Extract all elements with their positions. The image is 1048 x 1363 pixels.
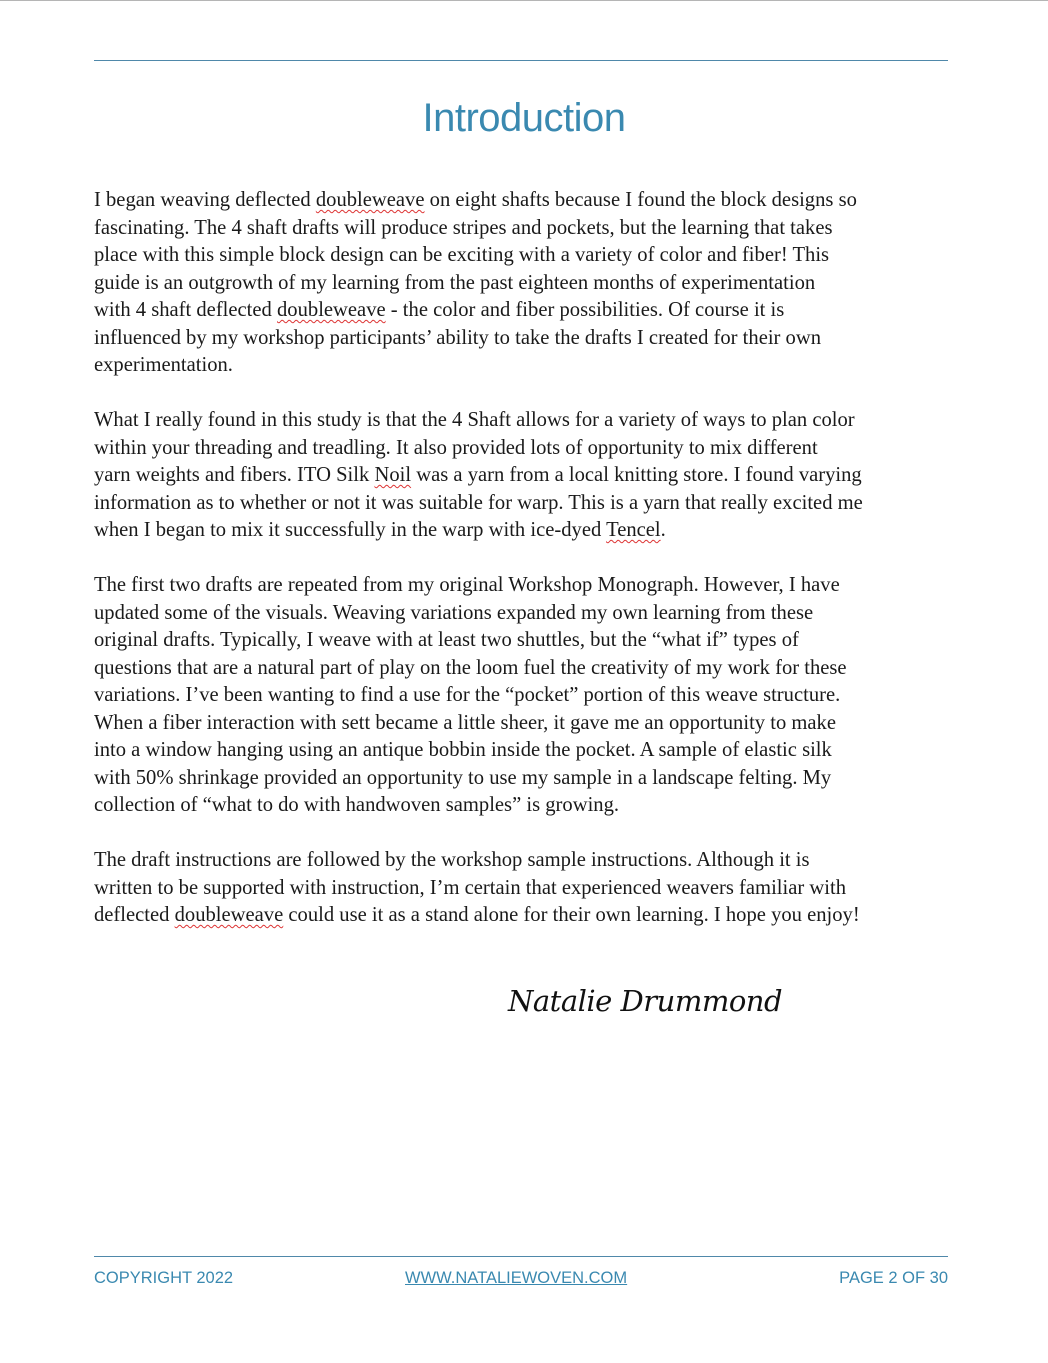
text-line: What I really found in this study is that the 4 Shaft allows for a variety of ways to plan color [94, 409, 855, 431]
footer-rule [94, 1256, 948, 1257]
text-line: deflected doubleweave could use it as a stand alone for their own learning. I hope you enjoy! [94, 904, 860, 926]
text-line: updated some of the visuals. Weaving variations expanded my own learning from these [94, 601, 814, 624]
text-line: The first two drafts are repeated from my original Workshop Monograph. However, I have [94, 574, 840, 596]
spellcheck-flagged-word[interactable]: doubleweave [277, 299, 386, 321]
paragraph [94, 847, 974, 930]
text-line: variations. I’ve been wanting to find a use for the “pocket” portion of this weave structure. [94, 684, 841, 706]
footer-page-number: PAGE 2 OF 30 [839, 1269, 948, 1287]
paragraph [94, 572, 974, 820]
text-line: written to be supported with instruction, I’m certain that experienced weavers familiar with [94, 876, 846, 899]
text-line: When a fiber interaction with sett became a little sheer, it gave me an opportunity to make [94, 711, 836, 734]
footer-copyright: COPYRIGHT 2022 [94, 1269, 234, 1287]
text-line: questions that are a natural part of play on the loom fuel the creativity of my work for these [94, 656, 847, 679]
text-line: experimentation. [94, 354, 233, 376]
window-edge [0, 0, 1048, 1]
spellcheck-flagged-word[interactable]: Tencel [606, 519, 661, 541]
page-title: Introduction [422, 96, 626, 140]
text-line: I began weaving deflected doubleweave on eight shafts because I found the block designs so [94, 189, 857, 211]
text-line: within your threading and treadling. It also provided lots of opportunity to mix different [94, 436, 818, 459]
text-line: influenced by my workshop participants’ ability to take the drafts I created for their own [94, 326, 822, 349]
signature: Natalie Drummond [508, 984, 783, 1018]
text-line: with 4 shaft deflected doubleweave - the color and fiber possibilities. Of course it is [94, 299, 785, 321]
text-line: with 50% shrinkage provided an opportunity to use my sample in a landscape felting. My [94, 766, 832, 789]
spellcheck-flagged-word[interactable]: Noil [374, 464, 412, 486]
spellcheck-flagged-word[interactable]: doubleweave [315, 189, 425, 211]
spellcheck-flagged-word[interactable]: doubleweave [174, 904, 284, 926]
text-line: information as to whether or not it was suitable for warp. This is a yarn that really excited me [94, 491, 863, 514]
header-rule [94, 60, 948, 61]
paragraph [94, 407, 974, 545]
text-line: original drafts. Typically, I weave with at least two shuttles, but the “what if” types of [94, 629, 799, 651]
paragraph [94, 187, 974, 380]
text-line: guide is an outgrowth of my learning from the past eighteen months of experimentation [94, 271, 816, 294]
text-line: collection of “what to do with handwoven samples” is growing. [94, 794, 620, 816]
text-line: when I began to mix it successfully in the warp with ice-dyed Tencel. [94, 519, 666, 541]
body-text [94, 187, 974, 957]
text-line: place with this simple block design can be exciting with a variety of color and fiber! This [94, 244, 830, 266]
footer-website-link[interactable]: WWW.NATALIEWOVEN.COM [405, 1269, 628, 1287]
text-line: The draft instructions are followed by the workshop sample instructions. Although it is [94, 849, 810, 871]
text-line: fascinating. The 4 shaft drafts will produce stripes and pockets, but the learning that takes [94, 216, 833, 239]
text-line: into a window hanging using an antique bobbin inside the pocket. A sample of elastic silk [94, 739, 832, 761]
text-line: yarn weights and fibers. ITO Silk Noil was a yarn from a local knitting store. I found varying [94, 464, 862, 486]
